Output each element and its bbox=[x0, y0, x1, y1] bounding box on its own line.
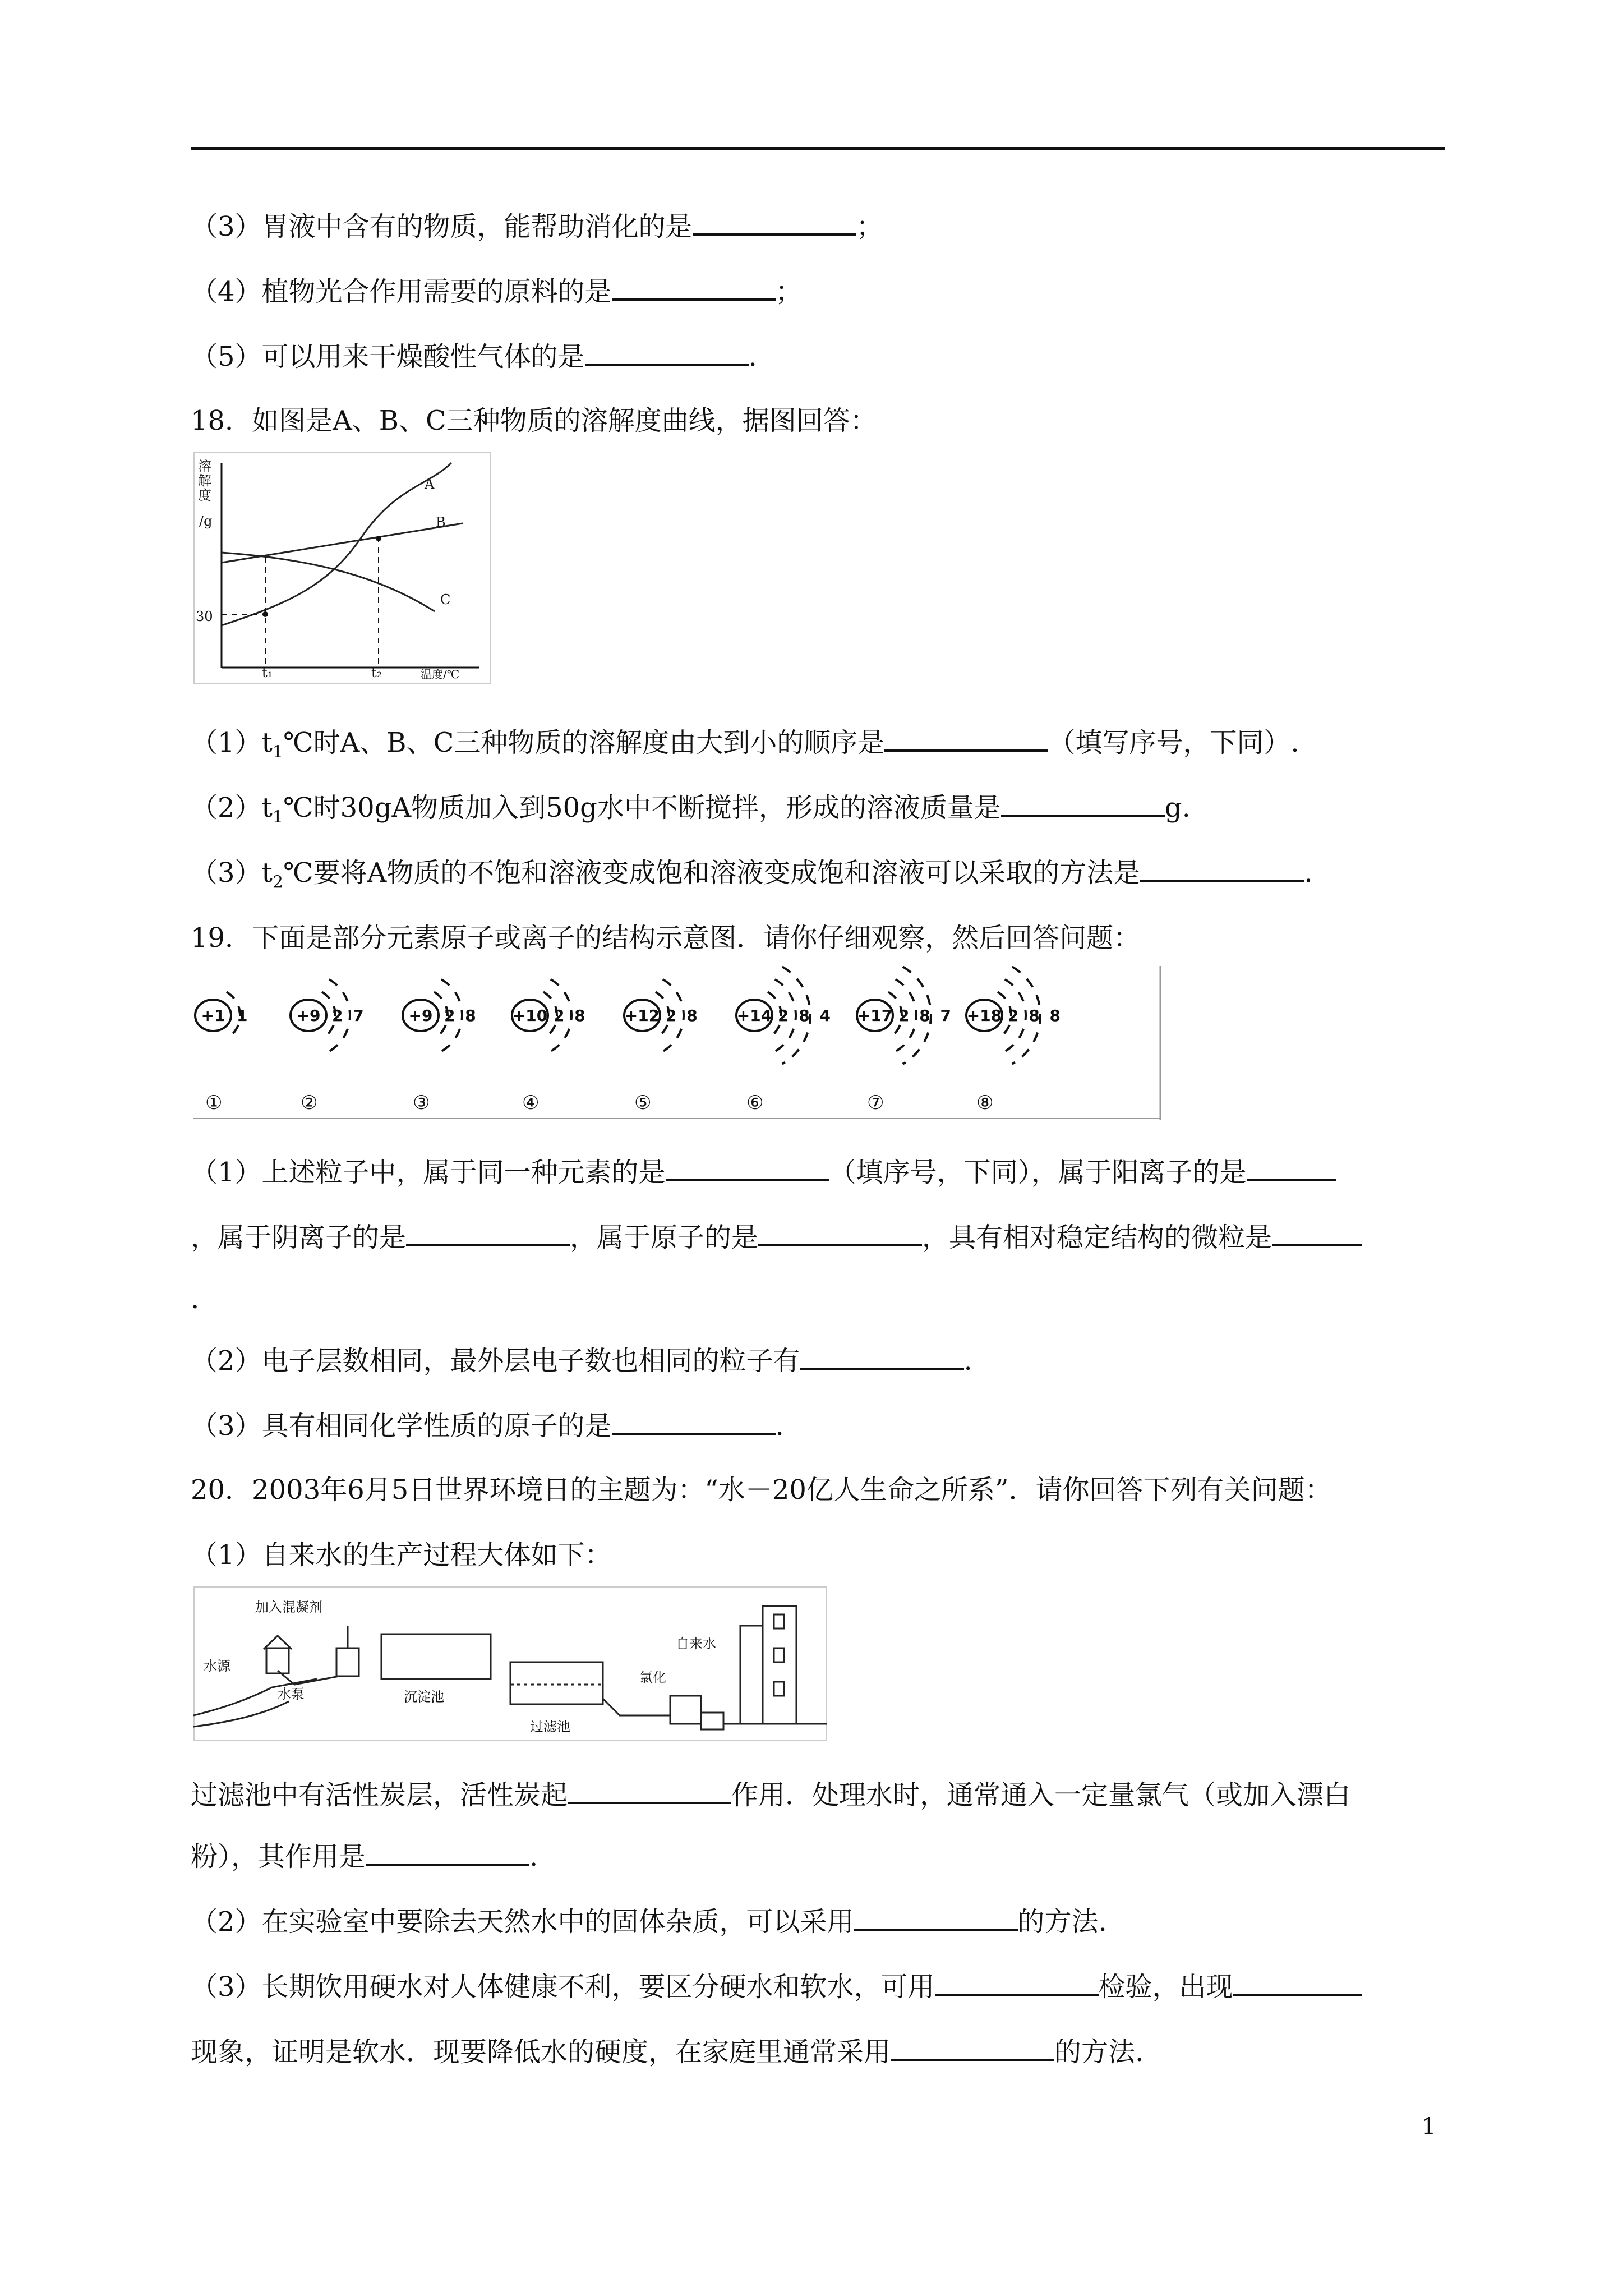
q20-sub-2 bbox=[191, 1904, 1107, 1939]
nucleus-charge: +14 bbox=[736, 1006, 772, 1025]
q19-3-text: （3）具有相同化学性质的原子的是 bbox=[191, 1410, 612, 1442]
q20-paragraph-1 bbox=[191, 1777, 1350, 1812]
q19-sub-3 bbox=[191, 1408, 784, 1443]
atom-index-label: ⑦ bbox=[867, 1092, 884, 1114]
water-treatment-figure bbox=[193, 1586, 827, 1741]
atom-diagram bbox=[512, 979, 588, 1114]
q20-p2-end: . bbox=[529, 1841, 538, 1872]
answer-blank[interactable] bbox=[854, 1904, 1018, 1931]
electron-counts: 2 8 8 bbox=[1008, 1006, 1063, 1025]
answer-blank[interactable] bbox=[884, 725, 1048, 752]
atom-index-label: ① bbox=[205, 1092, 223, 1114]
answer-blank[interactable] bbox=[366, 1839, 529, 1866]
label-sedimentation: 沉淀池 bbox=[404, 1689, 444, 1705]
answer-blank[interactable] bbox=[1247, 1154, 1336, 1181]
atom-index-label: ⑧ bbox=[976, 1092, 994, 1114]
q19-2-text: （2）电子层数相同，最外层电子数也相同的粒子有 bbox=[191, 1345, 800, 1377]
q17-line-4 bbox=[191, 274, 803, 309]
q18-stem: 18．如图是A、B、C三种物质的溶解度曲线，据图回答： bbox=[191, 405, 877, 436]
label-water-source: 水源 bbox=[204, 1658, 230, 1674]
q20-paragraph-2 bbox=[191, 1839, 538, 1874]
y-tick-30: 30 bbox=[196, 609, 213, 624]
atom-diagram bbox=[857, 967, 953, 1114]
answer-blank[interactable] bbox=[406, 1220, 570, 1246]
atom-index-label: ⑥ bbox=[746, 1092, 764, 1114]
answer-blank[interactable] bbox=[1272, 1220, 1362, 1246]
curve-label-a: A bbox=[425, 476, 435, 492]
q20-3-text-a: （3）长期饮用硬水对人体健康不利，要区分硬水和软水，可用 bbox=[191, 1971, 935, 2003]
nucleus-charge: +9 bbox=[296, 1006, 321, 1025]
q17-4-end: ； bbox=[775, 276, 803, 307]
q18-3-text: ℃要将A物质的不饱和溶液变成饱和溶液变成饱和溶液可以采取的方法是 bbox=[283, 857, 1141, 889]
answer-blank[interactable] bbox=[693, 209, 856, 236]
atomic-structure-figure bbox=[193, 966, 1164, 1120]
q18-1-prefix: （1）t bbox=[191, 727, 273, 758]
electron-counts: 2 8 bbox=[444, 1006, 478, 1025]
q19-2-end: . bbox=[963, 1345, 972, 1377]
atom-diagram bbox=[403, 979, 478, 1114]
q20-3-end: 的方法. bbox=[1054, 2036, 1144, 2068]
q19-sub-1c: . bbox=[191, 1283, 200, 1315]
q20-stem: 20．2003年6月5日世界环境日的主题为：“水－20亿人生命之所系”．请你回答下列有关问题： bbox=[191, 1474, 1332, 1506]
answer-blank[interactable] bbox=[1001, 790, 1165, 817]
answer-blank[interactable] bbox=[666, 1154, 829, 1181]
q18-1-end: （填写序号，下同）. bbox=[1048, 727, 1299, 758]
electron-counts: 1 bbox=[237, 1006, 250, 1025]
q20-p2-text: 粉），其作用是 bbox=[191, 1841, 366, 1872]
nucleus-charge: +1 bbox=[201, 1006, 225, 1025]
electron-counts: 2 8 bbox=[554, 1006, 588, 1025]
q19-1-text-c: ，属于阴离子的是 bbox=[191, 1222, 407, 1253]
curve-label-c: C bbox=[440, 592, 451, 608]
q19-sub-1a bbox=[191, 1154, 1336, 1189]
nucleus-charge: +9 bbox=[408, 1006, 433, 1025]
header-rule bbox=[191, 147, 1445, 150]
subscript: 2 bbox=[272, 872, 283, 892]
q19-sub-1b bbox=[191, 1220, 1362, 1254]
electron-counts: 2 8 7 bbox=[898, 1006, 953, 1025]
q18-2-end: g. bbox=[1164, 792, 1191, 823]
q19-1-text-d: ，属于原子的是 bbox=[570, 1222, 759, 1253]
answer-blank[interactable] bbox=[585, 339, 749, 366]
q18-2-text: ℃时30gA物质加入到50g水中不断搅拌，形成的溶液质量是 bbox=[283, 792, 1001, 823]
atom-index-label: ③ bbox=[413, 1092, 430, 1114]
nucleus-charge: +17 bbox=[857, 1006, 893, 1025]
q17-5-text: （5）可以用来干燥酸性气体的是 bbox=[191, 341, 585, 372]
q20-sub-3b bbox=[191, 2034, 1144, 2069]
nucleus-charge: +18 bbox=[966, 1006, 1002, 1025]
electron-counts: 2 8 bbox=[666, 1006, 700, 1025]
answer-blank[interactable] bbox=[935, 1969, 1099, 1996]
q20-p1-text-b: 作用．处理水时，通常通入一定量氯气（或加入漂白 bbox=[731, 1779, 1351, 1811]
q17-3-text: （3）胃液中含有的物质，能帮助消化的是 bbox=[191, 211, 693, 242]
ylabel-char-3: 度 bbox=[198, 487, 211, 503]
solubility-curve-figure bbox=[193, 452, 491, 684]
answer-blank[interactable] bbox=[1233, 1969, 1362, 1996]
label-filtration: 过滤池 bbox=[530, 1719, 570, 1734]
atom-diagram bbox=[966, 967, 1063, 1114]
label-add-coagulant: 加入混凝剂 bbox=[255, 1599, 322, 1615]
q18-1-text: ℃时A、B、C三种物质的溶解度由大到小的顺序是 bbox=[283, 727, 885, 758]
atom-diagram bbox=[736, 967, 833, 1114]
electron-counts: 2 7 bbox=[332, 1006, 366, 1025]
answer-blank[interactable] bbox=[612, 1408, 776, 1435]
answer-blank[interactable] bbox=[758, 1220, 922, 1246]
nucleus-charge: +12 bbox=[624, 1006, 660, 1025]
q20-sub-3a bbox=[191, 1969, 1362, 2004]
q19-1-text-b: （填序号，下同），属于阳离子的是 bbox=[829, 1157, 1247, 1188]
q19-stem: 19．下面是部分元素原子或离子的结构示意图．请你仔细观察，然后回答问题： bbox=[191, 922, 1141, 954]
ylabel-char-2: 解 bbox=[198, 473, 211, 489]
subscript: 1 bbox=[272, 807, 283, 827]
q17-line-3 bbox=[191, 209, 883, 243]
q20-p1-text-a: 过滤池中有活性炭层，活性炭起 bbox=[191, 1779, 568, 1811]
q17-5-end: . bbox=[748, 341, 757, 372]
q18-3-prefix: （3）t bbox=[191, 857, 273, 889]
q19-sub-2 bbox=[191, 1343, 972, 1378]
label-chlorination: 氯化 bbox=[639, 1669, 666, 1685]
label-pump: 水泵 bbox=[278, 1686, 305, 1702]
answer-blank[interactable] bbox=[1140, 855, 1304, 882]
q17-4-text: （4）植物光合作用需要的原料的是 bbox=[191, 276, 612, 307]
q19-1-text-a: （1）上述粒子中，属于同一种元素的是 bbox=[191, 1157, 666, 1188]
q20-3-text-b: 检验，出现 bbox=[1098, 1971, 1233, 2003]
atom-diagram bbox=[291, 979, 366, 1114]
atom-index-label: ④ bbox=[522, 1092, 540, 1114]
atom-diagram bbox=[624, 979, 700, 1114]
page-number: 1 bbox=[1422, 2114, 1436, 2139]
q18-2-prefix: （2）t bbox=[191, 792, 273, 823]
q19-1-text-e: ，具有相对稳定结构的微粒是 bbox=[922, 1222, 1272, 1253]
answer-blank[interactable] bbox=[612, 274, 776, 301]
intersection-point bbox=[262, 611, 268, 617]
x-tick-t2: t₂ bbox=[371, 665, 382, 680]
q20-sub-1: （1）自来水的生产过程大体如下： bbox=[191, 1539, 612, 1571]
answer-blank[interactable] bbox=[800, 1343, 964, 1370]
q18-3-end: . bbox=[1304, 857, 1313, 889]
answer-blank[interactable] bbox=[568, 1777, 731, 1804]
x-tick-t1: t₁ bbox=[262, 665, 273, 680]
q17-3-end: ； bbox=[856, 211, 883, 242]
curve-label-b: B bbox=[436, 514, 446, 530]
atom-index-label: ② bbox=[301, 1092, 318, 1114]
q20-3-text-c: 现象，证明是软水．现要降低水的硬度，在家庭里通常采用 bbox=[191, 2036, 891, 2068]
q20-2-text: （2）在实验室中要除去天然水中的固体杂质，可以采用 bbox=[191, 1906, 854, 1938]
ylabel-char-1: 溶 bbox=[198, 458, 211, 474]
q18-sub-2 bbox=[191, 790, 1191, 835]
q19-3-end: . bbox=[775, 1410, 784, 1442]
q18-sub-3 bbox=[191, 855, 1313, 900]
q18-sub-1 bbox=[191, 725, 1299, 770]
atom-diagram bbox=[195, 992, 250, 1114]
q20-2-end: 的方法. bbox=[1017, 1906, 1107, 1938]
answer-blank[interactable] bbox=[891, 2034, 1054, 2061]
q17-line-5 bbox=[191, 339, 757, 374]
intersection-point bbox=[376, 536, 381, 541]
atom-index-label: ⑤ bbox=[634, 1092, 652, 1114]
electron-counts: 2 8 4 bbox=[778, 1006, 833, 1025]
subscript: 1 bbox=[272, 742, 283, 762]
x-label: 温度/℃ bbox=[421, 668, 460, 681]
nucleus-charge: +10 bbox=[512, 1006, 548, 1025]
y-unit: /g bbox=[199, 513, 213, 529]
label-tap-water: 自来水 bbox=[676, 1636, 716, 1651]
